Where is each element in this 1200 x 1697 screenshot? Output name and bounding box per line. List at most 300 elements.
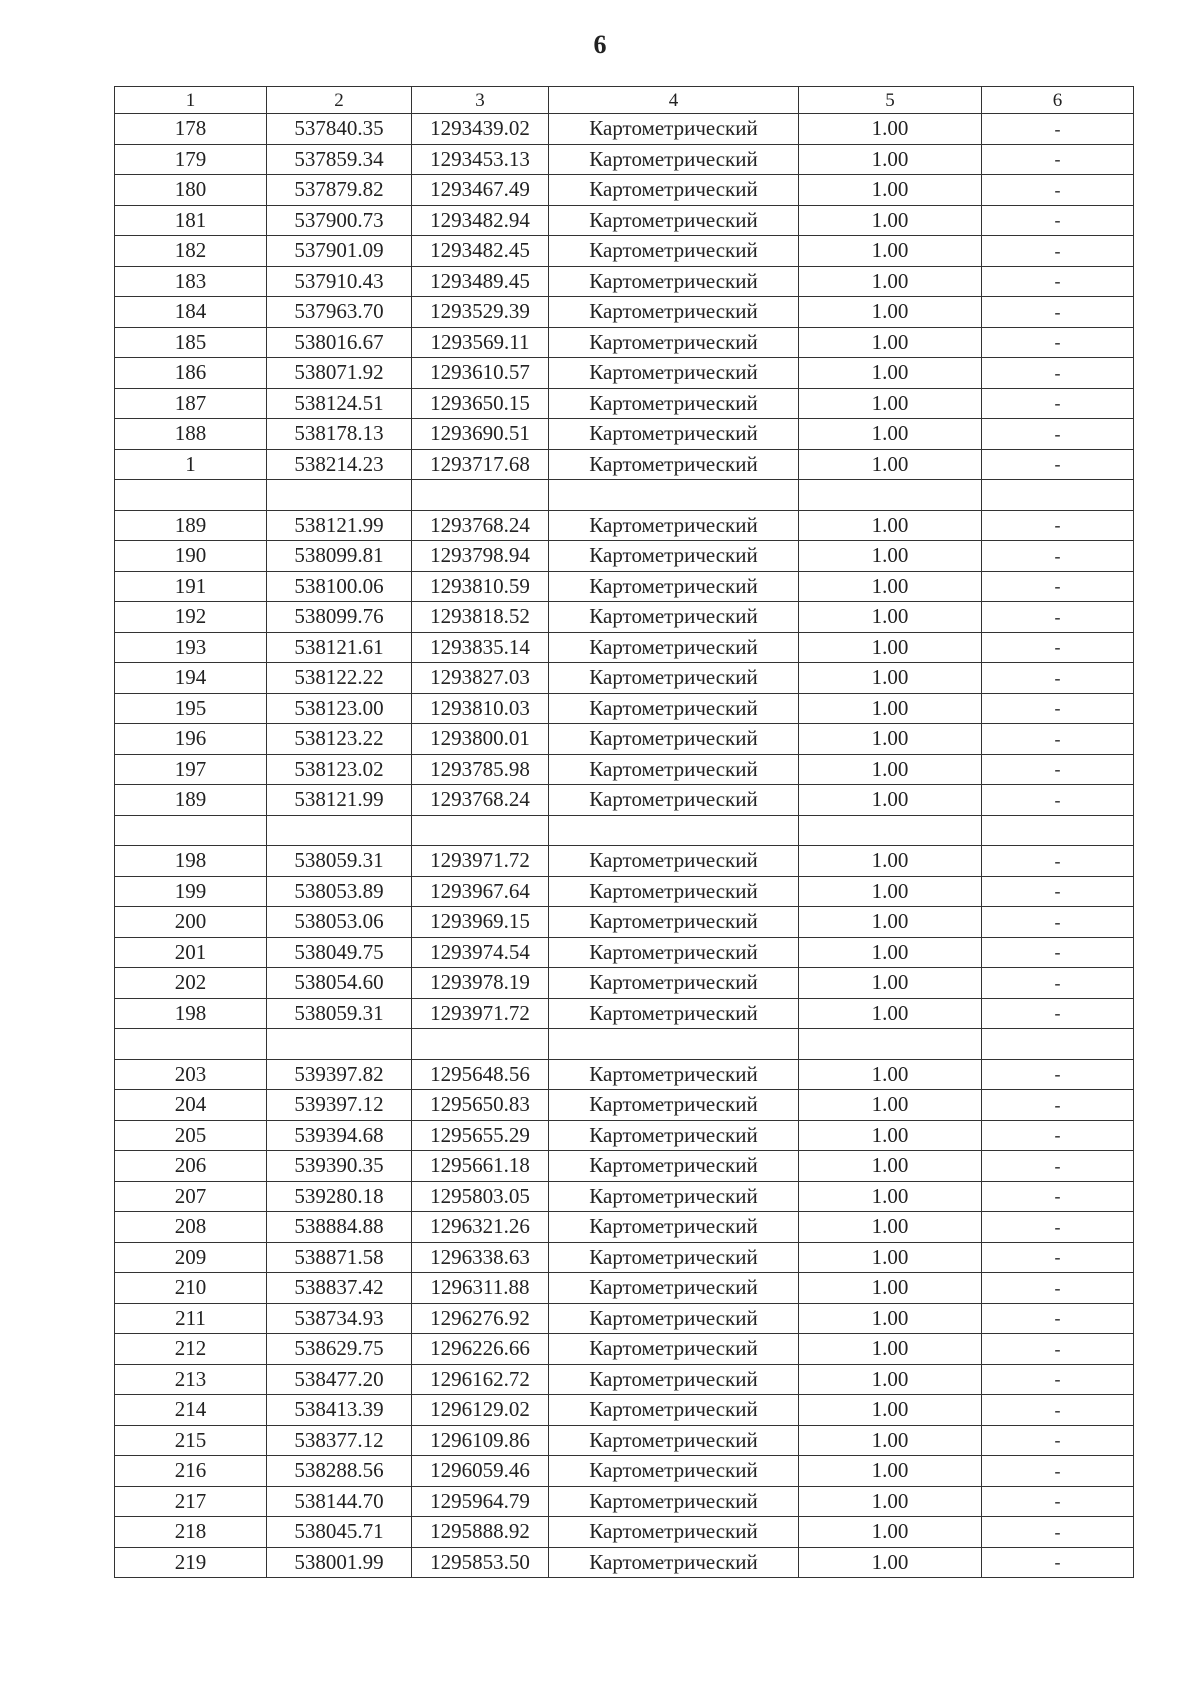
accuracy-cell: 1.00: [799, 510, 982, 541]
method-cell: Картометрический: [549, 632, 799, 663]
description-cell: -: [982, 327, 1134, 358]
description-cell: -: [982, 1120, 1134, 1151]
x-coordinate-cell: 538045.71: [267, 1517, 412, 1548]
point-number-cell: 201: [115, 937, 267, 968]
method-cell: Картометрический: [549, 358, 799, 389]
method-cell: Картометрический: [549, 968, 799, 999]
accuracy-cell: 1.00: [799, 1151, 982, 1182]
y-coordinate-cell: 1293971.72: [412, 998, 549, 1029]
point-number-cell: 204: [115, 1090, 267, 1121]
point-number-cell: 208: [115, 1212, 267, 1243]
point-number-cell: 212: [115, 1334, 267, 1365]
point-number-cell: 217: [115, 1486, 267, 1517]
table-body: [115, 114, 1134, 1578]
accuracy-cell: 1.00: [799, 297, 982, 328]
y-coordinate-cell: 1293818.52: [412, 602, 549, 633]
table-row: [115, 1120, 1134, 1151]
table-row: [115, 1517, 1134, 1548]
y-coordinate-cell: 1293969.15: [412, 907, 549, 938]
table-row: [115, 388, 1134, 419]
accuracy-cell: 1.00: [799, 693, 982, 724]
y-coordinate-cell: 1293482.45: [412, 236, 549, 267]
description-cell: -: [982, 1059, 1134, 1090]
y-coordinate-cell: 1295803.05: [412, 1181, 549, 1212]
accuracy-cell: 1.00: [799, 1120, 982, 1151]
y-coordinate-cell: [412, 815, 549, 846]
accuracy-cell: 1.00: [799, 205, 982, 236]
accuracy-cell: 1.00: [799, 602, 982, 633]
x-coordinate-cell: 538288.56: [267, 1456, 412, 1487]
y-coordinate-cell: 1296162.72: [412, 1364, 549, 1395]
description-cell: -: [982, 1395, 1134, 1426]
method-cell: Картометрический: [549, 571, 799, 602]
accuracy-cell: 1.00: [799, 1090, 982, 1121]
table-row: [115, 1242, 1134, 1273]
accuracy-cell: 1.00: [799, 754, 982, 785]
point-number-cell: 203: [115, 1059, 267, 1090]
method-cell: Картометрический: [549, 419, 799, 450]
method-cell: Картометрический: [549, 175, 799, 206]
table-row: [115, 1151, 1134, 1182]
accuracy-cell: 1.00: [799, 1059, 982, 1090]
description-cell: -: [982, 388, 1134, 419]
description-cell: -: [982, 358, 1134, 389]
method-cell: [549, 815, 799, 846]
y-coordinate-cell: 1296311.88: [412, 1273, 549, 1304]
description-cell: -: [982, 693, 1134, 724]
description-cell: -: [982, 1242, 1134, 1273]
y-coordinate-cell: 1293978.19: [412, 968, 549, 999]
point-number-cell: 206: [115, 1151, 267, 1182]
description-cell: -: [982, 419, 1134, 450]
y-coordinate-cell: 1293798.94: [412, 541, 549, 572]
y-coordinate-cell: 1295888.92: [412, 1517, 549, 1548]
y-coordinate-cell: 1293967.64: [412, 876, 549, 907]
method-cell: Картометрический: [549, 449, 799, 480]
x-coordinate-cell: 538059.31: [267, 846, 412, 877]
x-coordinate-cell: 538377.12: [267, 1425, 412, 1456]
accuracy-cell: 1.00: [799, 1181, 982, 1212]
y-coordinate-cell: 1293569.11: [412, 327, 549, 358]
table-row: [115, 907, 1134, 938]
point-number-cell: 179: [115, 144, 267, 175]
table-header-row: [115, 87, 1134, 114]
point-number-cell: 178: [115, 114, 267, 145]
y-coordinate-cell: 1296109.86: [412, 1425, 549, 1456]
table-row: [115, 1425, 1134, 1456]
accuracy-cell: 1.00: [799, 937, 982, 968]
point-number-cell: 196: [115, 724, 267, 755]
point-number-cell: 219: [115, 1547, 267, 1578]
x-coordinate-cell: 538099.76: [267, 602, 412, 633]
accuracy-cell: 1.00: [799, 175, 982, 206]
accuracy-cell: 1.00: [799, 785, 982, 816]
table-row: [115, 754, 1134, 785]
description-cell: -: [982, 266, 1134, 297]
table-row: [115, 114, 1134, 145]
accuracy-cell: 1.00: [799, 1425, 982, 1456]
method-cell: [549, 480, 799, 511]
point-number-cell: 211: [115, 1303, 267, 1334]
method-cell: Картометрический: [549, 1334, 799, 1365]
accuracy-cell: 1.00: [799, 998, 982, 1029]
table-separator-row: [115, 480, 1134, 511]
description-cell: -: [982, 1456, 1134, 1487]
point-number-cell: 210: [115, 1273, 267, 1304]
description-cell: -: [982, 510, 1134, 541]
table-row: [115, 541, 1134, 572]
method-cell: [549, 1029, 799, 1060]
point-number-cell: [115, 815, 267, 846]
method-cell: Картометрический: [549, 1181, 799, 1212]
accuracy-cell: 1.00: [799, 876, 982, 907]
y-coordinate-cell: 1293785.98: [412, 754, 549, 785]
table-row: [115, 1334, 1134, 1365]
method-cell: Картометрический: [549, 1425, 799, 1456]
description-cell: -: [982, 1303, 1134, 1334]
method-cell: Картометрический: [549, 1212, 799, 1243]
table-row: [115, 266, 1134, 297]
x-coordinate-cell: 539397.12: [267, 1090, 412, 1121]
x-coordinate-cell: 539280.18: [267, 1181, 412, 1212]
x-coordinate-cell: 538122.22: [267, 663, 412, 694]
point-number-cell: 187: [115, 388, 267, 419]
description-cell: -: [982, 1151, 1134, 1182]
table-row: [115, 724, 1134, 755]
accuracy-cell: 1.00: [799, 236, 982, 267]
x-coordinate-cell: 539397.82: [267, 1059, 412, 1090]
accuracy-cell: 1.00: [799, 1364, 982, 1395]
accuracy-cell: 1.00: [799, 907, 982, 938]
x-coordinate-cell: 538071.92: [267, 358, 412, 389]
coordinates-table: [114, 86, 1134, 1578]
method-cell: Картометрический: [549, 205, 799, 236]
y-coordinate-cell: 1293810.03: [412, 693, 549, 724]
description-cell: [982, 815, 1134, 846]
description-cell: -: [982, 632, 1134, 663]
column-header: 4: [549, 87, 799, 114]
x-coordinate-cell: 538121.99: [267, 785, 412, 816]
column-header: 2: [267, 87, 412, 114]
accuracy-cell: [799, 480, 982, 511]
point-number-cell: [115, 480, 267, 511]
table-row: [115, 998, 1134, 1029]
description-cell: -: [982, 724, 1134, 755]
y-coordinate-cell: 1295853.50: [412, 1547, 549, 1578]
x-coordinate-cell: 538053.06: [267, 907, 412, 938]
method-cell: Картометрический: [549, 1059, 799, 1090]
method-cell: Картометрический: [549, 1395, 799, 1426]
table-row: [115, 785, 1134, 816]
x-coordinate-cell: 538734.93: [267, 1303, 412, 1334]
table-row: [115, 663, 1134, 694]
point-number-cell: 202: [115, 968, 267, 999]
description-cell: -: [982, 1486, 1134, 1517]
description-cell: -: [982, 754, 1134, 785]
y-coordinate-cell: 1293717.68: [412, 449, 549, 480]
table-row: [115, 297, 1134, 328]
point-number-cell: 182: [115, 236, 267, 267]
table-row: [115, 602, 1134, 633]
accuracy-cell: 1.00: [799, 632, 982, 663]
point-number-cell: 218: [115, 1517, 267, 1548]
table-row: [115, 1059, 1134, 1090]
accuracy-cell: 1.00: [799, 541, 982, 572]
table-row: [115, 876, 1134, 907]
x-coordinate-cell: 538001.99: [267, 1547, 412, 1578]
table-row: [115, 1547, 1134, 1578]
table-row: [115, 571, 1134, 602]
description-cell: -: [982, 663, 1134, 694]
description-cell: -: [982, 876, 1134, 907]
x-coordinate-cell: 537910.43: [267, 266, 412, 297]
y-coordinate-cell: 1296059.46: [412, 1456, 549, 1487]
x-coordinate-cell: 538121.99: [267, 510, 412, 541]
y-coordinate-cell: 1293453.13: [412, 144, 549, 175]
point-number-cell: 186: [115, 358, 267, 389]
page-number: 6: [593, 30, 607, 59]
y-coordinate-cell: [412, 1029, 549, 1060]
description-cell: [982, 480, 1134, 511]
y-coordinate-cell: 1295661.18: [412, 1151, 549, 1182]
x-coordinate-cell: 537963.70: [267, 297, 412, 328]
x-coordinate-cell: 538837.42: [267, 1273, 412, 1304]
table-row: [115, 175, 1134, 206]
accuracy-cell: 1.00: [799, 571, 982, 602]
accuracy-cell: 1.00: [799, 419, 982, 450]
description-cell: -: [982, 1364, 1134, 1395]
description-cell: -: [982, 937, 1134, 968]
accuracy-cell: 1.00: [799, 114, 982, 145]
y-coordinate-cell: 1295648.56: [412, 1059, 549, 1090]
column-header: 1: [115, 87, 267, 114]
accuracy-cell: 1.00: [799, 1303, 982, 1334]
point-number-cell: 191: [115, 571, 267, 602]
point-number-cell: 184: [115, 297, 267, 328]
table-row: [115, 1364, 1134, 1395]
table-row: [115, 510, 1134, 541]
description-cell: -: [982, 1273, 1134, 1304]
point-number-cell: 183: [115, 266, 267, 297]
table-row: [115, 419, 1134, 450]
table-row: [115, 144, 1134, 175]
description-cell: -: [982, 907, 1134, 938]
x-coordinate-cell: 538123.00: [267, 693, 412, 724]
description-cell: -: [982, 1212, 1134, 1243]
method-cell: Картометрический: [549, 693, 799, 724]
description-cell: -: [982, 571, 1134, 602]
description-cell: -: [982, 236, 1134, 267]
table-row: [115, 693, 1134, 724]
point-number-cell: 195: [115, 693, 267, 724]
method-cell: Картометрический: [549, 1456, 799, 1487]
method-cell: Картометрический: [549, 907, 799, 938]
point-number-cell: 188: [115, 419, 267, 450]
y-coordinate-cell: 1293529.39: [412, 297, 549, 328]
point-number-cell: 192: [115, 602, 267, 633]
table-row: [115, 358, 1134, 389]
description-cell: -: [982, 205, 1134, 236]
x-coordinate-cell: 538016.67: [267, 327, 412, 358]
point-number-cell: 189: [115, 510, 267, 541]
x-coordinate-cell: 538053.89: [267, 876, 412, 907]
point-number-cell: 215: [115, 1425, 267, 1456]
accuracy-cell: 1.00: [799, 327, 982, 358]
x-coordinate-cell: 538884.88: [267, 1212, 412, 1243]
column-header: 3: [412, 87, 549, 114]
table-row: [115, 1486, 1134, 1517]
method-cell: Картометрический: [549, 846, 799, 877]
x-coordinate-cell: 538123.02: [267, 754, 412, 785]
x-coordinate-cell: 538477.20: [267, 1364, 412, 1395]
method-cell: Картометрический: [549, 388, 799, 419]
table-row: [115, 968, 1134, 999]
y-coordinate-cell: 1293439.02: [412, 114, 549, 145]
x-coordinate-cell: 538123.22: [267, 724, 412, 755]
accuracy-cell: [799, 815, 982, 846]
method-cell: Картометрический: [549, 876, 799, 907]
point-number-cell: [115, 1029, 267, 1060]
point-number-cell: 197: [115, 754, 267, 785]
table-row: [115, 236, 1134, 267]
table-row: [115, 1090, 1134, 1121]
point-number-cell: 209: [115, 1242, 267, 1273]
point-number-cell: 189: [115, 785, 267, 816]
table-row: [115, 846, 1134, 877]
y-coordinate-cell: 1293610.57: [412, 358, 549, 389]
accuracy-cell: 1.00: [799, 1486, 982, 1517]
y-coordinate-cell: 1295964.79: [412, 1486, 549, 1517]
method-cell: Картометрический: [549, 297, 799, 328]
point-number-cell: 180: [115, 175, 267, 206]
description-cell: -: [982, 998, 1134, 1029]
x-coordinate-cell: 537901.09: [267, 236, 412, 267]
description-cell: -: [982, 144, 1134, 175]
y-coordinate-cell: 1293650.15: [412, 388, 549, 419]
x-coordinate-cell: 538214.23: [267, 449, 412, 480]
point-number-cell: 199: [115, 876, 267, 907]
accuracy-cell: 1.00: [799, 358, 982, 389]
method-cell: Картометрический: [549, 998, 799, 1029]
y-coordinate-cell: 1296276.92: [412, 1303, 549, 1334]
x-coordinate-cell: 538629.75: [267, 1334, 412, 1365]
point-number-cell: 185: [115, 327, 267, 358]
y-coordinate-cell: 1293768.24: [412, 510, 549, 541]
x-coordinate-cell: 538121.61: [267, 632, 412, 663]
accuracy-cell: 1.00: [799, 1334, 982, 1365]
method-cell: Картометрический: [549, 144, 799, 175]
description-cell: -: [982, 1425, 1134, 1456]
method-cell: Картометрический: [549, 1242, 799, 1273]
y-coordinate-cell: 1293768.24: [412, 785, 549, 816]
table-separator-row: [115, 1029, 1134, 1060]
accuracy-cell: 1.00: [799, 968, 982, 999]
method-cell: Картометрический: [549, 1547, 799, 1578]
method-cell: Картометрический: [549, 1151, 799, 1182]
method-cell: Картометрический: [549, 1486, 799, 1517]
table-row: [115, 1273, 1134, 1304]
table-row: [115, 1303, 1134, 1334]
x-coordinate-cell: 537900.73: [267, 205, 412, 236]
y-coordinate-cell: [412, 480, 549, 511]
method-cell: Картометрический: [549, 236, 799, 267]
accuracy-cell: 1.00: [799, 724, 982, 755]
x-coordinate-cell: 538099.81: [267, 541, 412, 572]
x-coordinate-cell: 538413.39: [267, 1395, 412, 1426]
accuracy-cell: 1.00: [799, 144, 982, 175]
y-coordinate-cell: 1293800.01: [412, 724, 549, 755]
y-coordinate-cell: 1296226.66: [412, 1334, 549, 1365]
accuracy-cell: 1.00: [799, 1517, 982, 1548]
y-coordinate-cell: 1293467.49: [412, 175, 549, 206]
accuracy-cell: 1.00: [799, 846, 982, 877]
accuracy-cell: 1.00: [799, 1273, 982, 1304]
method-cell: Картометрический: [549, 724, 799, 755]
x-coordinate-cell: 538059.31: [267, 998, 412, 1029]
accuracy-cell: 1.00: [799, 449, 982, 480]
point-number-cell: 200: [115, 907, 267, 938]
description-cell: [982, 1029, 1134, 1060]
method-cell: Картометрический: [549, 1517, 799, 1548]
method-cell: Картометрический: [549, 602, 799, 633]
point-number-cell: 213: [115, 1364, 267, 1395]
accuracy-cell: 1.00: [799, 1212, 982, 1243]
table-row: [115, 205, 1134, 236]
method-cell: Картометрический: [549, 1303, 799, 1334]
method-cell: Картометрический: [549, 1273, 799, 1304]
method-cell: Картометрический: [549, 754, 799, 785]
description-cell: -: [982, 602, 1134, 633]
accuracy-cell: 1.00: [799, 388, 982, 419]
accuracy-cell: 1.00: [799, 1242, 982, 1273]
method-cell: Картометрический: [549, 541, 799, 572]
description-cell: -: [982, 1334, 1134, 1365]
description-cell: -: [982, 297, 1134, 328]
x-coordinate-cell: 539394.68: [267, 1120, 412, 1151]
y-coordinate-cell: 1293974.54: [412, 937, 549, 968]
table-row: [115, 937, 1134, 968]
y-coordinate-cell: 1296129.02: [412, 1395, 549, 1426]
description-cell: -: [982, 175, 1134, 206]
table-row: [115, 449, 1134, 480]
x-coordinate-cell: 537879.82: [267, 175, 412, 206]
y-coordinate-cell: 1295650.83: [412, 1090, 549, 1121]
description-cell: -: [982, 846, 1134, 877]
accuracy-cell: [799, 1029, 982, 1060]
method-cell: Картометрический: [549, 785, 799, 816]
method-cell: Картометрический: [549, 114, 799, 145]
method-cell: Картометрический: [549, 1120, 799, 1151]
accuracy-cell: 1.00: [799, 663, 982, 694]
description-cell: -: [982, 1517, 1134, 1548]
y-coordinate-cell: 1293835.14: [412, 632, 549, 663]
description-cell: -: [982, 1090, 1134, 1121]
x-coordinate-cell: [267, 1029, 412, 1060]
method-cell: Картометрический: [549, 1364, 799, 1395]
point-number-cell: 207: [115, 1181, 267, 1212]
point-number-cell: 216: [115, 1456, 267, 1487]
column-header: 5: [799, 87, 982, 114]
x-coordinate-cell: 538144.70: [267, 1486, 412, 1517]
point-number-cell: 181: [115, 205, 267, 236]
y-coordinate-cell: 1293971.72: [412, 846, 549, 877]
x-coordinate-cell: 539390.35: [267, 1151, 412, 1182]
x-coordinate-cell: 537840.35: [267, 114, 412, 145]
x-coordinate-cell: [267, 815, 412, 846]
x-coordinate-cell: 538100.06: [267, 571, 412, 602]
table-row: [115, 1212, 1134, 1243]
accuracy-cell: 1.00: [799, 266, 982, 297]
